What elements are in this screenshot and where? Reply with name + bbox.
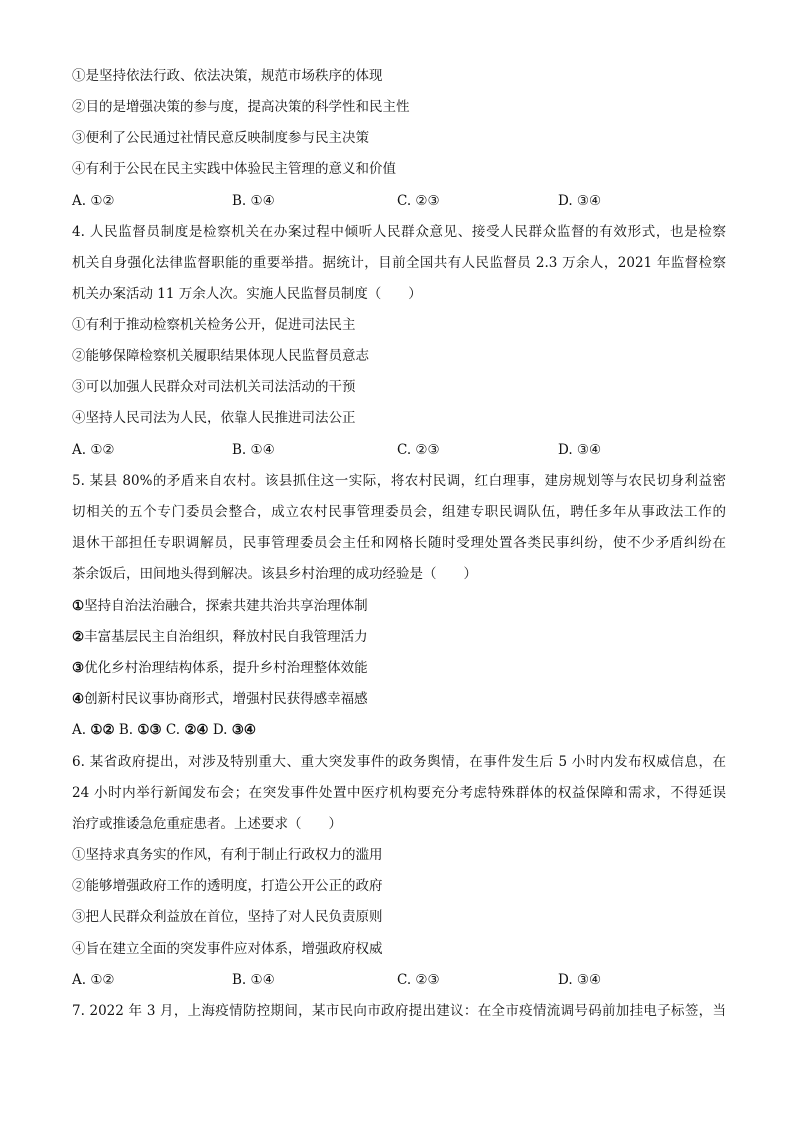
q3-statement-1: ①是坚持依法行政、依法决策，规范市场秩序的体现 bbox=[72, 68, 383, 84]
q4-statement-3: ③可以加强人民群众对司法机关司法活动的干预 bbox=[72, 379, 356, 395]
q3-option-c[interactable]: C. ②③ bbox=[397, 193, 440, 209]
q4-option-c[interactable]: C. ②③ bbox=[397, 442, 440, 458]
q3-option-a[interactable]: A. ①② bbox=[72, 193, 115, 209]
q4-options bbox=[72, 440, 726, 460]
q5-stem-line-4: 茶余饭后，田间地头得到解决。该县乡村治理的成功经验是（ ） bbox=[72, 566, 477, 582]
q6-option-c[interactable]: C. ②③ bbox=[397, 972, 440, 988]
q3-statement-3: ③便利了公民通过社情民意反映制度参与民主决策 bbox=[72, 130, 369, 146]
q6-statement-1: ①坚持求真务实的作风，有利于制止行政权力的滥用 bbox=[72, 847, 383, 863]
q5-options: A. ①② B. ①③ C. ②④ D. ③④ bbox=[72, 722, 256, 738]
q6-options bbox=[72, 970, 726, 990]
q5-stem-line-2: 切相关的五个专门委员会整合，成立农村民事管理委员会，组建专职民调队伍，聘任多年从事政法工作的 bbox=[72, 504, 726, 520]
q6-stem-line-2: 24 小时内举行新闻发布会；在突发事件处置中医疗机构要充分考虑特殊群体的权益保障和需求，不得延误 bbox=[72, 785, 726, 801]
q4-stem-line-3: 机关办案活动 11 万余人次。实施人民监督员制度（ ） bbox=[72, 286, 422, 302]
q4-option-b[interactable]: B. ①④ bbox=[232, 442, 275, 458]
q6-statement-4: ④旨在建立全面的突发事件应对体系，增强政府权威 bbox=[72, 941, 383, 957]
q6-option-a[interactable]: A. ①② bbox=[72, 972, 115, 988]
q4-statement-4: ④坚持人民司法为人民，依靠人民推进司法公正 bbox=[72, 410, 356, 426]
q4-option-a[interactable]: A. ①② bbox=[72, 442, 115, 458]
q6-statement-2: ②能够增强政府工作的透明度，打造公开公正的政府 bbox=[72, 878, 383, 894]
q4-statement-2: ②能够保障检察机关履职结果体现人民监督员意志 bbox=[72, 348, 369, 364]
q6-option-b[interactable]: B. ①④ bbox=[232, 972, 275, 988]
q5-statement-1: ①坚持自治法治融合，探索共建共治共享治理体制 bbox=[72, 598, 368, 614]
q5-stem-line-3: 退休干部担任专职调解员，民事管理委员会主任和网格长随时受理处置各类民事纠纷，使不少矛盾纠纷在 bbox=[72, 535, 726, 551]
q5-stem-line-1: 5. 某县 80%的矛盾来自农村。该县抓住这一实际，将农村民调，红白理事，建房规划等与农民切身利益密 bbox=[72, 473, 726, 489]
q3-statement-4: ④有利于公民在民主实践中体验民主管理的意义和价值 bbox=[72, 161, 396, 177]
q3-option-d[interactable]: D. ③④ bbox=[558, 193, 602, 209]
q4-stem-line-2: 机关自身强化法律监督职能的重要举措。据统计，目前全国共有人民监督员 2.3 万余人，2021 年监督检察 bbox=[72, 255, 726, 271]
q6-stem-line-3: 治疗或推诿急危重症患者。上述要求（ ） bbox=[72, 816, 342, 832]
q6-stem-line-1: 6. 某省政府提出，对涉及特别重大、重大突发事件的政务舆情，在事件发生后 5 小时内发布权威信息，在 bbox=[72, 754, 726, 770]
q5-statement-3: ③优化乡村治理结构体系，提升乡村治理整体效能 bbox=[72, 660, 368, 676]
q4-statement-1: ①有利于推动检察机关检务公开，促进司法民主 bbox=[72, 317, 356, 333]
q5-statement-4: ④创新村民议事协商形式，增强村民获得感幸福感 bbox=[72, 691, 368, 707]
q4-option-d[interactable]: D. ③④ bbox=[558, 442, 602, 458]
q6-statement-3: ③把人民群众利益放在首位，坚持了对人民负责原则 bbox=[72, 909, 383, 925]
q6-option-d[interactable]: D. ③④ bbox=[558, 972, 602, 988]
q4-stem-line-1: 4. 人民监督员制度是检察机关在办案过程中倾听人民群众意见、接受人民群众监督的有效形式，也是检察 bbox=[72, 224, 726, 240]
q7-stem-line-1: 7. 2022 年 3 月，上海疫情防控期间，某市民向市政府提出建议：在全市疫情流调号码前加挂电子标签，当 bbox=[72, 1003, 726, 1019]
q3-statement-2: ②目的是增强决策的参与度，提高决策的科学性和民主性 bbox=[72, 99, 410, 115]
q5-statement-2: ②丰富基层民主自治组织，释放村民自我管理活力 bbox=[72, 629, 368, 645]
q3-options bbox=[72, 191, 726, 211]
q3-option-b[interactable]: B. ①④ bbox=[232, 193, 275, 209]
